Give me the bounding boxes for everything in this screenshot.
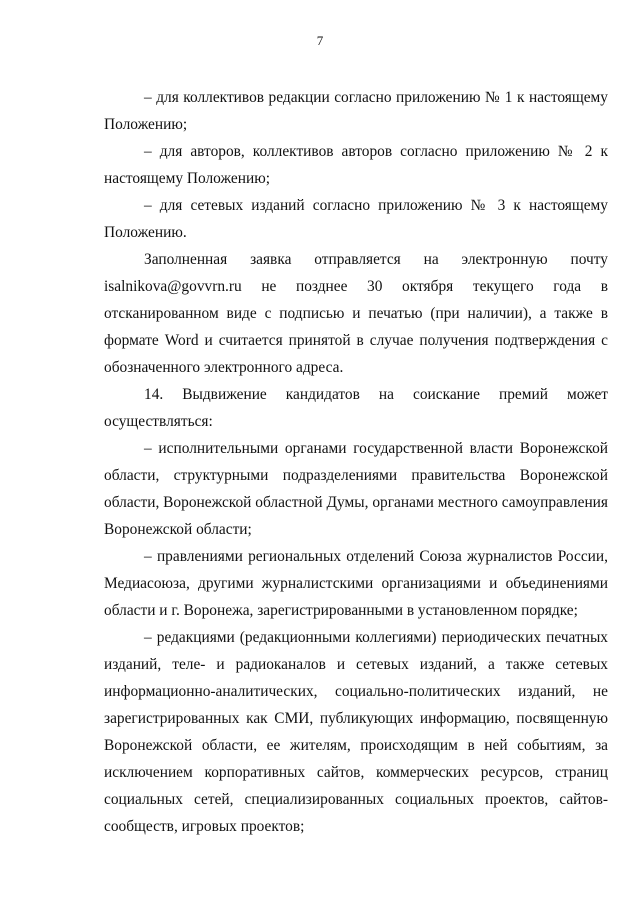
- paragraph-appendix-1: – для коллективов редакции согласно приложению № 1 к настоящему Положению;: [104, 89, 608, 133]
- paragraph-section-14: 14. Выдвижение кандидатов на соискание премий может осуществляться:: [104, 386, 608, 430]
- page-number: 7: [316, 33, 324, 48]
- document-body: [104, 84, 608, 840]
- paragraph-application-submission: Заполненная заявка отправляется на электронную почту isalnikova@govvrn.ru не позднее 30 октября текущего года в отсканированном виде с подписью и печатью (при наличии), а также в формате Word и считается принятой в случае получения подтверждения с обозначенного электронного адреса.: [104, 251, 608, 376]
- paragraph-appendix-2: – для авторов, коллективов авторов согласно приложению № 2 к настоящему Положению;: [104, 143, 608, 187]
- paragraph-appendix-3: – для сетевых изданий согласно приложению № 3 к настоящему Положению.: [104, 197, 608, 241]
- paragraph-government-bodies: – исполнительными органами государственной власти Воронежской области, структурными подразделениями правительства Воронежской области, Воронежской областной Думы, органами местного самоуправления Воронежской области;: [104, 440, 608, 538]
- paragraph-journalist-unions: – правлениями региональных отделений Союза журналистов России, Медиасоюза, другими журналистскими организациями и объединениями области и г. Воронежа, зарегистрированными в установленном порядке;: [104, 548, 608, 619]
- paragraph-editorial-boards: – редакциями (редакционными коллегиями) периодических печатных изданий, теле- и радиоканалов и сетевых изданий, а также сетевых информационно-аналитических, социально-политических изданий, не зарегистрированных как СМИ, публикующих информацию, посвященную Воронежской области, ее жителям, происходящим в ней событиям, за исключением корпоративных сайтов, коммерческих ресурсов, страниц социальных сетей, специализированных социальных проектов, сайтов-сообществ, игровых проектов;: [104, 629, 608, 835]
